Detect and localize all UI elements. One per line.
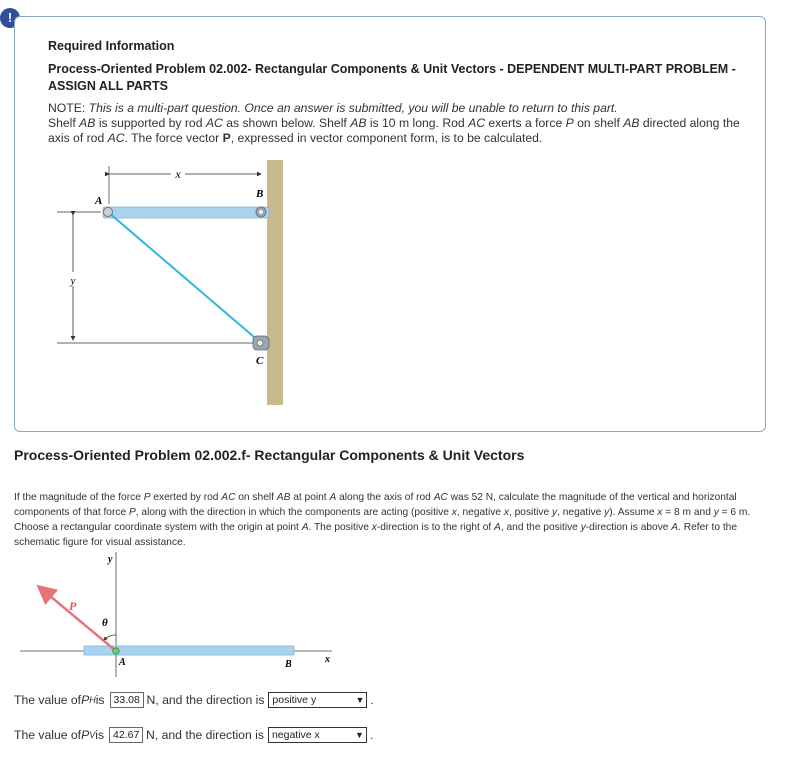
label-x: x xyxy=(325,654,330,665)
rod-ac xyxy=(108,212,261,343)
note-italic: This is a multi-part question. Once an answer is submitted, you will be unable to return to this part. xyxy=(88,101,618,115)
label-b: B xyxy=(285,659,292,670)
ph-direction-select[interactable]: positive y ▼ xyxy=(268,692,367,708)
theta-arc xyxy=(104,635,116,640)
shelf-ab xyxy=(103,207,269,218)
answer-row-pv: The value of P V is 42.67 N, and the direction is negative x ▼ . xyxy=(14,728,374,742)
label-y: y xyxy=(108,554,113,565)
chevron-down-icon: ▼ xyxy=(355,730,364,740)
shelf-rod-figure xyxy=(51,160,291,410)
problem-title: Process-Oriented Problem 02.002- Rectangular Components & Unit Vectors - DEPENDENT MULTI-PART PROBLEM - ASSIGN ALL PARTS xyxy=(48,62,736,93)
problem-paragraph: If the magnitude of the force P exerted by rod AC on shelf AB at point A along the axis of rod AC was 52 N, calculate the magnitude of the vertical and horizontal components of that force P, along with the direction in which the components are acting (positive x, negative x, positive y, negative y). Assume x = 8 m and y = 6 m. Choose a rectangular coordinate system with the origin at point A. The positive x-direction is to the right of A, and the positive y-direction is above A. Refer to the schematic figure for visual assistance. xyxy=(14,492,751,548)
exclamation-icon: ! xyxy=(0,8,20,28)
required-information-panel xyxy=(14,16,766,432)
label-b: B xyxy=(256,188,264,200)
note-line xyxy=(48,101,748,116)
ph-value-input[interactable]: 33.08 xyxy=(110,692,144,708)
pin-a xyxy=(104,208,113,217)
label-y: y xyxy=(70,275,76,287)
problem-statement: Shelf AB is supported by rod AC as shown below. Shelf AB is 10 m long. Rod AC exerts a force P on shelf AB directed along the axis of rod AC. The force vector P, expressed in vector component form, is to be calculated. xyxy=(48,116,740,145)
label-p: P xyxy=(69,599,77,613)
label-x: x xyxy=(175,167,181,181)
label-a: A xyxy=(95,195,103,207)
required-information-heading: Required Information xyxy=(48,39,175,53)
point-a xyxy=(113,648,119,654)
answer-row-ph: The value of P H is 33.08 N, and the direction is positive y ▼ . xyxy=(14,693,374,707)
label-theta: θ xyxy=(102,617,108,629)
pv-value-input[interactable]: 42.67 xyxy=(109,727,143,743)
label-a: A xyxy=(119,657,126,668)
wall xyxy=(267,160,283,405)
section-title: Process-Oriented Problem 02.002.f- Rectangular Components & Unit Vectors xyxy=(14,447,525,463)
note-prefix: NOTE: xyxy=(48,101,89,115)
pv-direction-select[interactable]: negative x ▼ xyxy=(268,727,367,743)
problem-note xyxy=(48,101,748,146)
chevron-down-icon: ▼ xyxy=(355,695,365,705)
force-schematic-figure xyxy=(20,552,340,680)
label-c: C xyxy=(256,355,264,367)
